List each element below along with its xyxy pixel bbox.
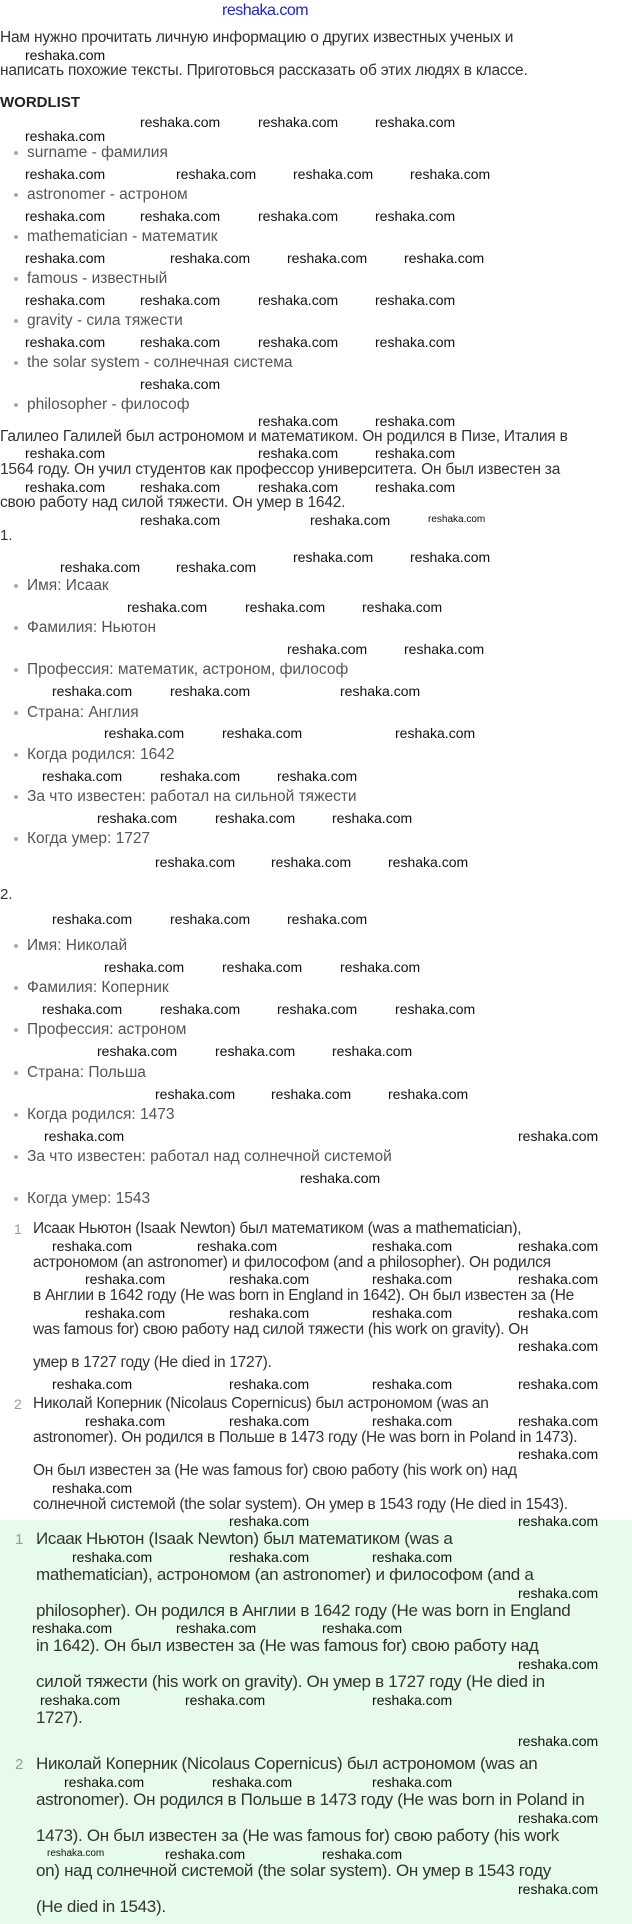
list-item (14, 1148, 392, 1166)
watermark-text: reshaka.com (25, 47, 106, 63)
watermark-text: reshaka.com (155, 854, 236, 870)
list-item-text: surname - фамилия (27, 144, 168, 161)
watermark-text: reshaka.com (104, 725, 185, 741)
paragraph-line: on) над солнечной системой (the solar system). Он умер в 1543 году (36, 1861, 551, 1881)
list-item (14, 577, 109, 595)
bullet-icon (14, 1113, 18, 1117)
list-number: 1 (15, 1531, 24, 1548)
watermark-text: reshaka.com (375, 334, 456, 350)
watermark-text: reshaka.com (518, 1810, 599, 1826)
list-item (14, 144, 168, 162)
watermark-text: reshaka.com (40, 1692, 121, 1708)
watermark-text: reshaka.com (25, 128, 106, 144)
watermark-text: reshaka.com (176, 1620, 257, 1636)
watermark-text: reshaka.com (518, 1446, 599, 1462)
list-item-text: Фамилия: Ньютон (27, 619, 157, 637)
bullet-icon (14, 753, 18, 757)
watermark-text: reshaka.com (404, 641, 485, 657)
watermark-text: reshaka.com (25, 334, 106, 350)
list-item-text: the solar system - солнечная система (27, 354, 293, 371)
watermark-text: reshaka.com (372, 1549, 453, 1565)
paragraph-line: (He died in 1543). (36, 1897, 166, 1917)
watermark-text: reshaka.com (287, 911, 368, 927)
list-item-text: philosopher - философ (27, 396, 190, 413)
watermark-text: reshaka.com (410, 549, 491, 565)
paragraph-line: Исаак Ньютон (Isaak Newton) был математиком (was a (36, 1529, 453, 1548)
watermark-text: reshaka.com (277, 768, 358, 784)
site-logo: reshaka.com (222, 2, 309, 19)
watermark-text: reshaka.com (410, 166, 491, 182)
watermark-text: reshaka.com (518, 1305, 599, 1321)
list-item (14, 830, 150, 848)
watermark-text: reshaka.com (140, 292, 221, 308)
paragraph-line: свою работу над силой тяжести. Он умер в 1642. (0, 494, 346, 511)
watermark-text: reshaka.com (25, 208, 106, 224)
watermark-text: reshaka.com (127, 599, 208, 615)
list-item (14, 937, 127, 955)
list-item-text: astronomer - астроном (27, 186, 188, 203)
watermark-text: reshaka.com (140, 479, 221, 495)
list-item-text: За что известен: работал на сильной тяжести (27, 788, 357, 805)
watermark-text: reshaka.com (25, 250, 106, 266)
list-item-text: Когда умер: 1543 (27, 1190, 151, 1208)
watermark-text: reshaka.com (310, 512, 391, 528)
list-number: 2 (15, 1756, 24, 1773)
bullet-icon (14, 837, 18, 841)
watermark-text: reshaka.com (518, 1733, 599, 1749)
watermark-text: reshaka.com (258, 479, 339, 495)
watermark-text: reshaka.com (42, 768, 123, 784)
watermark-text: reshaka.com (518, 1585, 599, 1601)
list-item-text: Имя: Исаак (27, 577, 109, 594)
bullet-icon (14, 1155, 18, 1159)
paragraph-line: Николай Коперник (Nicolaus Copernicus) был астрономом (was an (36, 1754, 538, 1773)
list-number: 1 (14, 1221, 22, 1237)
watermark-text: reshaka.com (25, 166, 106, 182)
watermark-text: reshaka.com (332, 810, 413, 826)
list-item-text: Фамилия: Коперник (27, 979, 169, 997)
watermark-text: reshaka.com (222, 959, 303, 975)
list-item-text: famous - известный (27, 270, 168, 287)
paragraph-line: 1473). Он был известен за (He was famous for) свою работу (his work (36, 1825, 559, 1845)
watermark-text: reshaka.com (340, 959, 421, 975)
watermark-text: reshaka.com (185, 1692, 266, 1708)
watermark-text: reshaka.com (52, 911, 133, 927)
watermark-text: reshaka.com (518, 1128, 599, 1144)
watermark-text: reshaka.com (375, 479, 456, 495)
watermark-text: reshaka.com (155, 1086, 236, 1102)
watermark-text: reshaka.com (25, 479, 106, 495)
watermark-text: reshaka.com (518, 1656, 599, 1672)
watermark-text: reshaka.com (322, 1846, 403, 1862)
watermark-text: reshaka.com (518, 1881, 599, 1897)
list-item (14, 788, 357, 806)
list-item (14, 1106, 174, 1124)
watermark-text: reshaka.com (229, 1549, 310, 1565)
list-item-text: Страна: Польша (27, 1063, 146, 1081)
watermark-text: reshaka.com (212, 1774, 293, 1790)
list-item-text: Когда родился: 1473 (27, 1105, 175, 1123)
watermark-text: reshaka.com (277, 1001, 358, 1017)
watermark-text: reshaka.com (372, 1692, 453, 1708)
watermark-text: reshaka.com (518, 1413, 599, 1429)
watermark-text: reshaka.com (271, 854, 352, 870)
watermark-text: reshaka.com (388, 854, 469, 870)
bullet-icon (14, 1028, 18, 1032)
paragraph-line: astronomer). Он родился в Польше в 1473 году (He was born in Poland in (36, 1789, 585, 1809)
paragraph-line: астрономом (an astronomer) и философом (and a philosopher). Он родился (33, 1253, 551, 1271)
watermark-text: reshaka.com (140, 208, 221, 224)
list-item (14, 1190, 150, 1208)
list-number: 2 (14, 1396, 22, 1412)
intro-line: написать похожие тексты. Приготовься рассказать об этих людях в классе. (0, 62, 528, 79)
paragraph-line: умер в 1727 году (He died in 1727). (33, 1354, 272, 1371)
watermark-text: reshaka.com (428, 514, 486, 525)
bullet-icon (14, 361, 18, 365)
watermark-text: reshaka.com (229, 1305, 310, 1321)
watermark-text: reshaka.com (404, 250, 485, 266)
watermark-text: reshaka.com (229, 1413, 310, 1429)
watermark-text: reshaka.com (322, 1620, 403, 1636)
watermark-text: reshaka.com (375, 413, 456, 429)
list-item-text: Когда родился: 1642 (27, 745, 175, 763)
list-item (14, 186, 188, 204)
list-item (14, 1021, 186, 1039)
watermark-text: reshaka.com (85, 1271, 166, 1287)
watermark-text: reshaka.com (332, 1043, 413, 1059)
watermark-text: reshaka.com (340, 683, 421, 699)
watermark-text: reshaka.com (52, 1480, 133, 1496)
bullet-icon (14, 1071, 18, 1075)
watermark-text: reshaka.com (170, 683, 251, 699)
bullet-icon (14, 277, 18, 281)
watermark-text: reshaka.com (287, 641, 368, 657)
list-item-text: Когда умер: 1727 (27, 830, 151, 848)
watermark-text: reshaka.com (160, 1001, 241, 1017)
watermark-text: reshaka.com (25, 445, 106, 461)
watermark-text: reshaka.com (518, 1513, 599, 1529)
paragraph-line: was famous for) свою работу над силой тяжести (his work on gravity). Он (33, 1320, 529, 1338)
watermark-text: reshaka.com (518, 1338, 599, 1354)
watermark-text: reshaka.com (258, 208, 339, 224)
watermark-text: reshaka.com (395, 725, 476, 741)
paragraph-line: in 1642). Он был известен за (He was famous for) свою работу над (36, 1636, 539, 1656)
paragraph-line: в Англии в 1642 году (He was born in England in 1642). Он был известен за (He (33, 1287, 574, 1304)
bullet-icon (14, 584, 18, 588)
list-item (14, 354, 292, 372)
watermark-text: reshaka.com (245, 599, 326, 615)
watermark-text: reshaka.com (372, 1238, 453, 1254)
watermark-text: reshaka.com (362, 599, 443, 615)
watermark-text: reshaka.com (372, 1774, 453, 1790)
watermark-text: reshaka.com (215, 1043, 296, 1059)
bullet-icon (14, 944, 18, 948)
watermark-text: reshaka.com (97, 810, 178, 826)
watermark-text: reshaka.com (518, 1238, 599, 1254)
watermark-text: reshaka.com (271, 1086, 352, 1102)
paragraph-line: astronomer). Он родился в Польше в 1473 году (He was born in Poland in 1473). (33, 1428, 578, 1446)
watermark-text: reshaka.com (375, 208, 456, 224)
list-item (14, 661, 348, 679)
list-item-text: Профессия: астроном (27, 1021, 187, 1039)
paragraph-line: mathematician), астрономом (an astronomer) и философом (and a (36, 1564, 534, 1584)
paragraph-line: Он был известен за (He was famous for) свою работу (his work on) над (33, 1462, 517, 1479)
watermark-text: reshaka.com (85, 1413, 166, 1429)
watermark-text: reshaka.com (140, 512, 221, 528)
list-item (14, 270, 167, 288)
watermark-text: reshaka.com (375, 445, 456, 461)
watermark-text: reshaka.com (52, 683, 133, 699)
intro-line: Нам нужно прочитать личную информацию о других известных ученых и (0, 29, 514, 46)
watermark-text: reshaka.com (372, 1413, 453, 1429)
paragraph-line: силой тяжести (his work on gravity). Он умер в 1727 году (He died in (36, 1672, 545, 1692)
bullet-icon (14, 151, 18, 155)
watermark-text: reshaka.com (32, 1620, 113, 1636)
watermark-text: reshaka.com (222, 725, 303, 741)
watermark-text: reshaka.com (170, 911, 251, 927)
list-item (14, 1064, 146, 1082)
watermark-text: reshaka.com (258, 114, 339, 130)
watermark-text: reshaka.com (140, 376, 221, 392)
section-heading: WORDLIST (0, 94, 80, 111)
watermark-text: reshaka.com (97, 1043, 178, 1059)
watermark-text: reshaka.com (375, 292, 456, 308)
paragraph-line: Галилео Галилей был астрономом и математиком. Он родился в Пизе, Италия в (0, 428, 568, 445)
list-item-text: Страна: Англия (27, 703, 139, 721)
section-number: 2. (0, 886, 13, 903)
watermark-text: reshaka.com (165, 1846, 246, 1862)
watermark-text: reshaka.com (372, 1376, 453, 1392)
list-item (14, 396, 189, 414)
list-item-text: Имя: Николай (27, 937, 128, 954)
bullet-icon (14, 795, 18, 799)
list-item (14, 979, 169, 997)
bullet-icon (14, 626, 18, 630)
paragraph-line: Николай Коперник (Nicolaus Copernicus) был астрономом (was an (33, 1395, 489, 1412)
watermark-text: reshaka.com (52, 1376, 133, 1392)
list-item-text: gravity - сила тяжести (27, 312, 183, 329)
watermark-text: reshaka.com (258, 413, 339, 429)
list-item (14, 619, 156, 637)
watermark-text: reshaka.com (518, 1271, 599, 1287)
bullet-icon (14, 668, 18, 672)
watermark-text: reshaka.com (300, 1170, 381, 1186)
watermark-text: reshaka.com (160, 768, 241, 784)
watermark-text: reshaka.com (42, 1001, 123, 1017)
watermark-text: reshaka.com (229, 1376, 310, 1392)
section-number: 1. (0, 527, 13, 544)
watermark-text: reshaka.com (215, 810, 296, 826)
watermark-text: reshaka.com (518, 1376, 599, 1392)
bullet-icon (14, 711, 18, 715)
watermark-text: reshaka.com (197, 1238, 278, 1254)
watermark-text: reshaka.com (64, 1774, 145, 1790)
bullet-icon (14, 319, 18, 323)
watermark-text: reshaka.com (388, 1086, 469, 1102)
paragraph-line: philosopher). Он родился в Англии в 1642 году (He was born in England (36, 1600, 571, 1620)
watermark-text: reshaka.com (287, 250, 368, 266)
watermark-text: reshaka.com (372, 1305, 453, 1321)
watermark-text: reshaka.com (60, 559, 141, 575)
watermark-text: reshaka.com (176, 166, 257, 182)
watermark-text: reshaka.com (104, 959, 185, 975)
watermark-text: reshaka.com (170, 250, 251, 266)
watermark-text: reshaka.com (72, 1549, 153, 1565)
bullet-icon (14, 403, 18, 407)
watermark-text: reshaka.com (52, 1238, 133, 1254)
list-item-text: За что известен: работал над солнечной системой (27, 1148, 392, 1165)
bullet-icon (14, 193, 18, 197)
watermark-text: reshaka.com (375, 114, 456, 130)
paragraph-line: солнечной системой (the solar system). Он умер в 1543 году (He died in 1543). (33, 1495, 568, 1513)
watermark-text: reshaka.com (176, 559, 257, 575)
watermark-text: reshaka.com (47, 1848, 105, 1859)
watermark-text: reshaka.com (293, 549, 374, 565)
bullet-icon (14, 986, 18, 990)
list-item (14, 704, 139, 722)
watermark-text: reshaka.com (293, 166, 374, 182)
watermark-text: reshaka.com (258, 292, 339, 308)
watermark-text: reshaka.com (229, 1271, 310, 1287)
paragraph-line: 1727). (36, 1708, 83, 1727)
paragraph-line: 1564 году. Он учил студентов как профессор университета. Он был известен за (0, 461, 561, 478)
watermark-text: reshaka.com (372, 1271, 453, 1287)
watermark-text: reshaka.com (25, 292, 106, 308)
list-item (14, 312, 183, 330)
watermark-text: reshaka.com (395, 1001, 476, 1017)
watermark-text: reshaka.com (44, 1128, 125, 1144)
watermark-text: reshaka.com (140, 334, 221, 350)
bullet-icon (14, 235, 18, 239)
list-item (14, 746, 174, 764)
bullet-icon (14, 1197, 18, 1201)
watermark-text: reshaka.com (258, 445, 339, 461)
paragraph-line: Исаак Ньютон (Isaak Newton) был математиком (was a mathematician), (33, 1220, 522, 1237)
list-item (14, 228, 218, 246)
watermark-text: reshaka.com (85, 1305, 166, 1321)
watermark-text: reshaka.com (258, 334, 339, 350)
list-item-text: mathematician - математик (27, 228, 218, 245)
watermark-text: reshaka.com (229, 1513, 310, 1529)
watermark-text: reshaka.com (140, 114, 221, 130)
list-item-text: Профессия: математик, астроном, философ (27, 661, 349, 679)
